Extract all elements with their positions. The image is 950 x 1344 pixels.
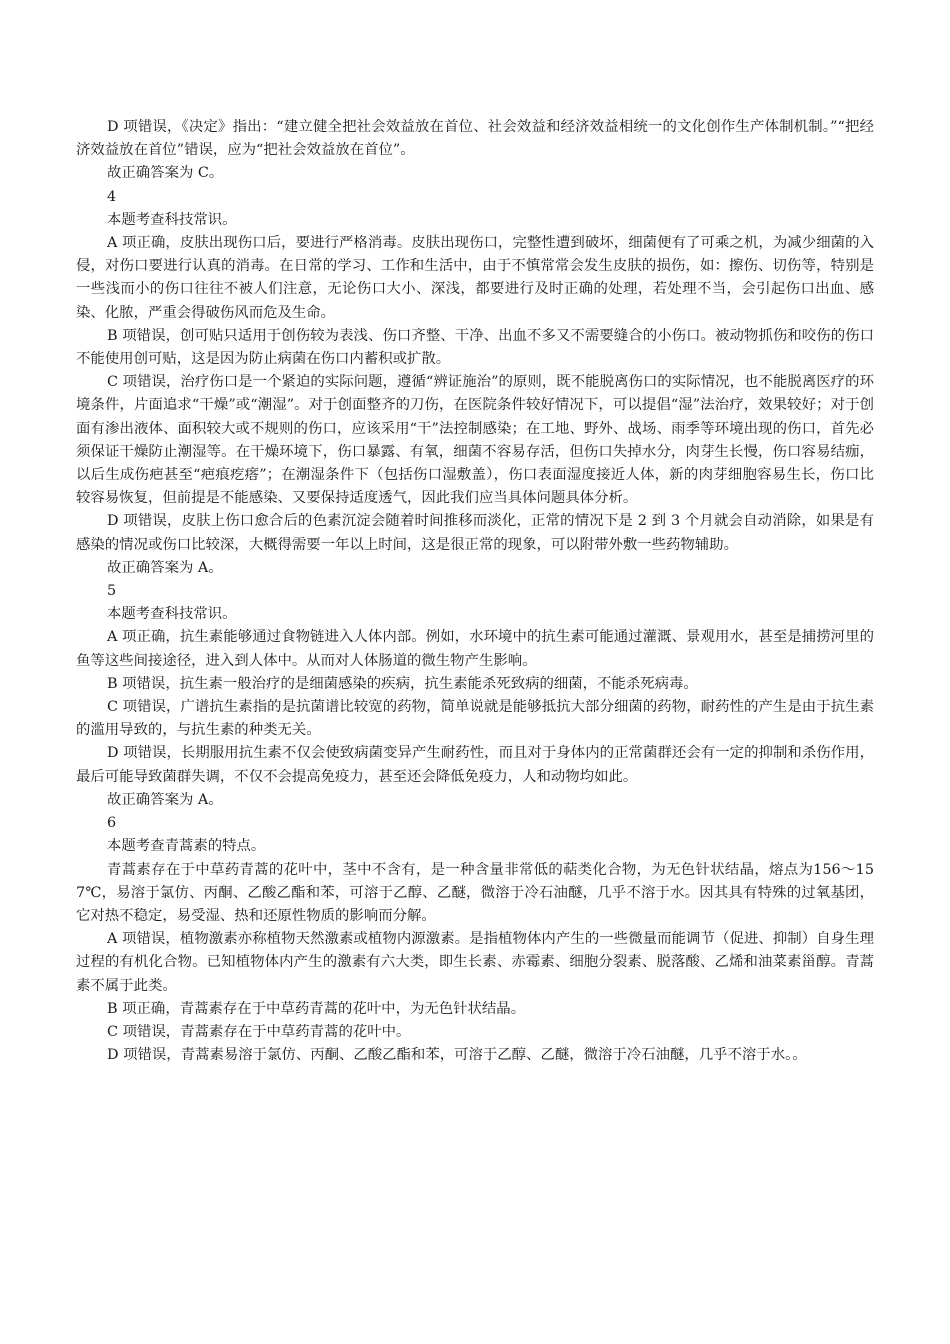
paragraph: D 项错误，长期服用抗生素不仅会使致病菌变异产生耐药性，而且对于身体内的正常菌群还会有一定的抑制和杀伤作用，最后可能导致菌群失调，不仅不会提高免疫力，甚至还会降低免疫力，人和动物均如此。 — [76, 745, 874, 785]
paragraph: A 项错误，植物激素亦称植物天然激素或植物内源激素。是指植物体内产生的一些微量而能调节（促进、抑制）自身生理过程的有机化合物。已知植物体内产生的激素有六大类，即生长素、赤霉素、细胞分裂素、脱落酸、乙烯和油菜素甾醇。青蒿素不属于此类。 — [76, 931, 874, 994]
paragraph: A 项正确，皮肤出现伤口后，要进行严格消毒。皮肤出现伤口，完整性遭到破坏，细菌便有了可乘之机，为减少细菌的入侵，对伤口要进行认真的消毒。在日常的学习、工作和生活中，由于不慎常常会发生皮肤的损伤，如：擦伤、切伤等，特别是一些浅而小的伤口往往不被人们注意，无论伤口大小、深浅，都要进行及时正确的处理，若处理不当，会引起伤口出血、感染、化脓，严重会得破伤风而危及生命。 — [76, 235, 874, 321]
paragraph: A 项正确，抗生素能够通过食物链进入人体内部。例如，水环境中的抗生素可能通过灌溉、景观用水，甚至是捕捞河里的鱼等这些间接途径，进入到人体中。从而对人体肠道的微生物产生影响。 — [76, 629, 874, 669]
answer-line: 故正确答案为 C。 — [107, 165, 224, 182]
paragraph: 青蒿素存在于中草药青蒿的花叶中，茎中不含有，是一种含量非常低的萜类化合物，为无色针状结晶，熔点为156～157℃，易溶于氯仿、丙酮、乙酸乙酯和苯，可溶于乙醇、乙醚，微溶于冷石油醚，几乎不溶于水。因其具有特殊的过氧基团，它对热不稳定，易受湿、热和还原性物质的影响而分解。 — [76, 861, 874, 924]
paragraph: B 项错误，创可贴只适用于创伤较为表浅、伤口齐整、干净、出血不多又不需要缝合的小伤口。被动物抓伤和咬伤的伤口不能使用创可贴，这是因为防止病菌在伤口内蓄积或扩散。 — [76, 327, 874, 368]
paragraph: C 项错误，治疗伤口是一个紧迫的实际问题，遵循“辨证施治”的原则，既不能脱离伤口的实际情况，也不能脱离医疗的环境条件，片面追求“干燥”或“潮湿”。对于创面整齐的刀伤，在医院条件较好情况下，可以提倡“湿”法治疗，效果较好；对于创面有渗出液体、面积较大或不规则的伤口，应该采用“干”法控制感染；在工地、野外、战场、雨季等环境出现的伤口，首先必须保证干燥防止潮湿等。在干燥环境下，伤口暴露、有氧，细菌不容易存活，但伤口失掉水分，肉芽生长慢，伤口容易结痂，以后生成伤疤甚至“疤痕疙瘩”；在潮湿条件下（包括伤口湿敷盖），伤口表面湿度接近人体，新的肉芽细胞容易生长，伤口比较容易恢复，但前提是不能感染、又要保持适度透气，因此我们应当具体问题具体分析。 — [76, 374, 874, 507]
question-number: 4 — [107, 188, 117, 205]
topic-line: 本题考查科技常识。 — [107, 606, 237, 623]
question-number: 6 — [107, 815, 117, 832]
question-number: 5 — [107, 583, 117, 600]
answer-line: 故正确答案为 A。 — [107, 559, 223, 576]
topic-line: 本题考查青蒿素的特点。 — [107, 838, 266, 855]
paragraph: B 项正确，青蒿素存在于中草药青蒿的花叶中，为无色针状结晶。 — [107, 1000, 526, 1017]
paragraph: C 项错误，青蒿素存在于中草药青蒿的花叶中。 — [107, 1023, 411, 1040]
answer-line: 故正确答案为 A。 — [107, 791, 223, 808]
paragraph: B 项错误，抗生素一般治疗的是细菌感染的疾病，抗生素能杀死致病的细菌，不能杀死病毒。 — [107, 675, 698, 692]
document-page — [76, 116, 874, 1067]
paragraph: D 项错误，皮肤上伤口愈合后的色素沉淀会随着时间推移而淡化，正常的情况下是 2 到 3 个月就会自动消除，如果是有感染的情况或伤口比较深，大概得需要一年以上时间，这是很正常的现象，可以附带外敷一些药物辅助。 — [76, 513, 874, 553]
paragraph: D 项错误，《决定》指出：“建立健全把社会效益放在首位、社会效益和经济效益相统一的文化创作生产体制机制。”“把经济效益放在首位”错误，应为“把社会效益放在首位”。 — [76, 119, 874, 159]
paragraph: C 项错误，广谱抗生素指的是抗菌谱比较宽的药物，简单说就是能够抵抗大部分细菌的药物，耐药性的产生是由于抗生素的滥用导致的，与抗生素的种类无关。 — [76, 699, 874, 739]
paragraph: D 项错误，青蒿素易溶于氯仿、丙酮、乙酸乙酯和苯，可溶于乙醇、乙醚，微溶于冷石油醚，几乎不溶于水。。 — [107, 1047, 807, 1064]
topic-line: 本题考查科技常识。 — [107, 211, 237, 228]
